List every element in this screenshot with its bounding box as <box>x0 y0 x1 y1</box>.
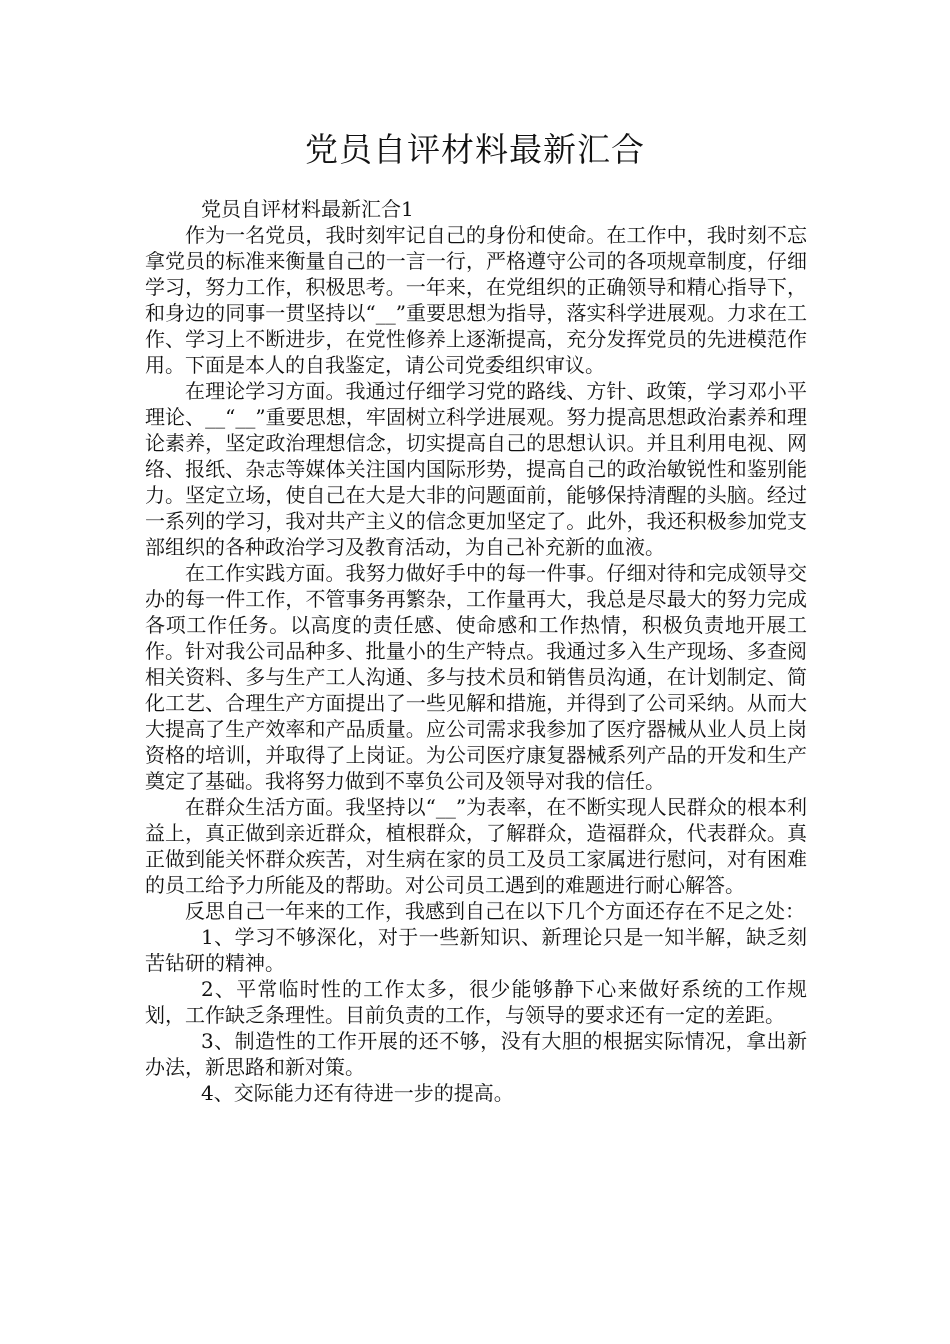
list-item-4: 4、交际能力还有待进一步的提高。 <box>201 1081 514 1105</box>
paragraph-work-practice: 在工作实践方面。我努力做好手中的每一件事。仔细对待和完成领导交办的每一件工作，不管事务再繁杂，工作量再大，我总是尽最大的努力完成各项工作任务。以高度的责任感、使命感和工作热情，积极负责地开展工作。针对我公司品种多、批量小的生产特点。我通过多入生产现场、多查阅相关资料、多与生产工人沟通、多与技术员和销售员沟通，在计划制定、简化工艺、合理生产方面提出了一些见解和措施，并得到了公司采纳。从而大大提高了生产效率和产品质量。应公司需求我参加了医疗器械从业人员上岗资格的培训，并取得了上岗证。为公司医疗康复器械系列产品的开发和生产奠定了基础。我将努力做到不辜负公司及领导对我的信任。 <box>145 561 807 793</box>
paragraph-theory-study: 在理论学习方面。我通过仔细学习党的路线、方针、政策，学习邓小平理论、__“__”重要思想，牢固树立科学进展观。努力提高思想政治素养和理论素养，坚定政治理想信念，切实提高自己的思想认识。并且利用电视、网络、报纸、杂志等媒体关注国内国际形势，提高自己的政治敏锐性和鉴别能力。坚定立场，使自己在大是大非的问题面前，能够保持清醒的头脑。经过一系列的学习，我对共产主义的信念更加坚定了。此外，我还积极参加党支部组织的各种政治学习及教育活动，为自己补充新的血液。 <box>145 379 807 559</box>
document-body <box>145 196 807 1106</box>
document-title: 党员自评材料最新汇合 <box>305 130 645 169</box>
list-item-3: 3、制造性的工作开展的还不够，没有大胆的根据实际情况，拿出新办法，新思路和新对策。 <box>145 1029 807 1079</box>
paragraph-mass-life: 在群众生活方面。我坚持以“__”为表率，在不断实现人民群众的根本利益上，真正做到亲近群众，植根群众，了解群众，造福群众，代表群众。真正做到能关怀群众疾苦，对生病在家的员工及员工家属进行慰问，对有困难的员工给予力所能及的帮助。对公司员工遇到的难题进行耐心解答。 <box>145 795 807 897</box>
paragraph-intro: 作为一名党员，我时刻牢记自己的身份和使命。在工作中，我时刻不忘拿党员的标准来衡量自己的一言一行，严格遵守公司的各项规章制度，仔细学习，努力工作，积极思考。一年来，在党组织的正确领导和精心指导下，和身边的同事一贯坚持以“__”重要思想为指导，落实科学进展观。力求在工作、学习上不断进步，在党性修养上逐渐提高，充分发挥党员的先进模范作用。下面是本人的自我鉴定，请公司党委组织审议。 <box>145 223 807 377</box>
list-item-1: 1、学习不够深化，对于一些新知识、新理论只是一知半解，缺乏刻苦钻研的精神。 <box>145 925 807 975</box>
list-item-2: 2、平常临时性的工作太多，很少能够静下心来做好系统的工作规划，工作缺乏条理性。目前负责的工作，与领导的要求还有一定的差距。 <box>145 977 807 1027</box>
section-heading: 党员自评材料最新汇合1 <box>201 197 414 221</box>
paragraph-reflection: 反思自己一年来的工作，我感到自己在以下几个方面还存在不足之处： <box>185 899 805 923</box>
